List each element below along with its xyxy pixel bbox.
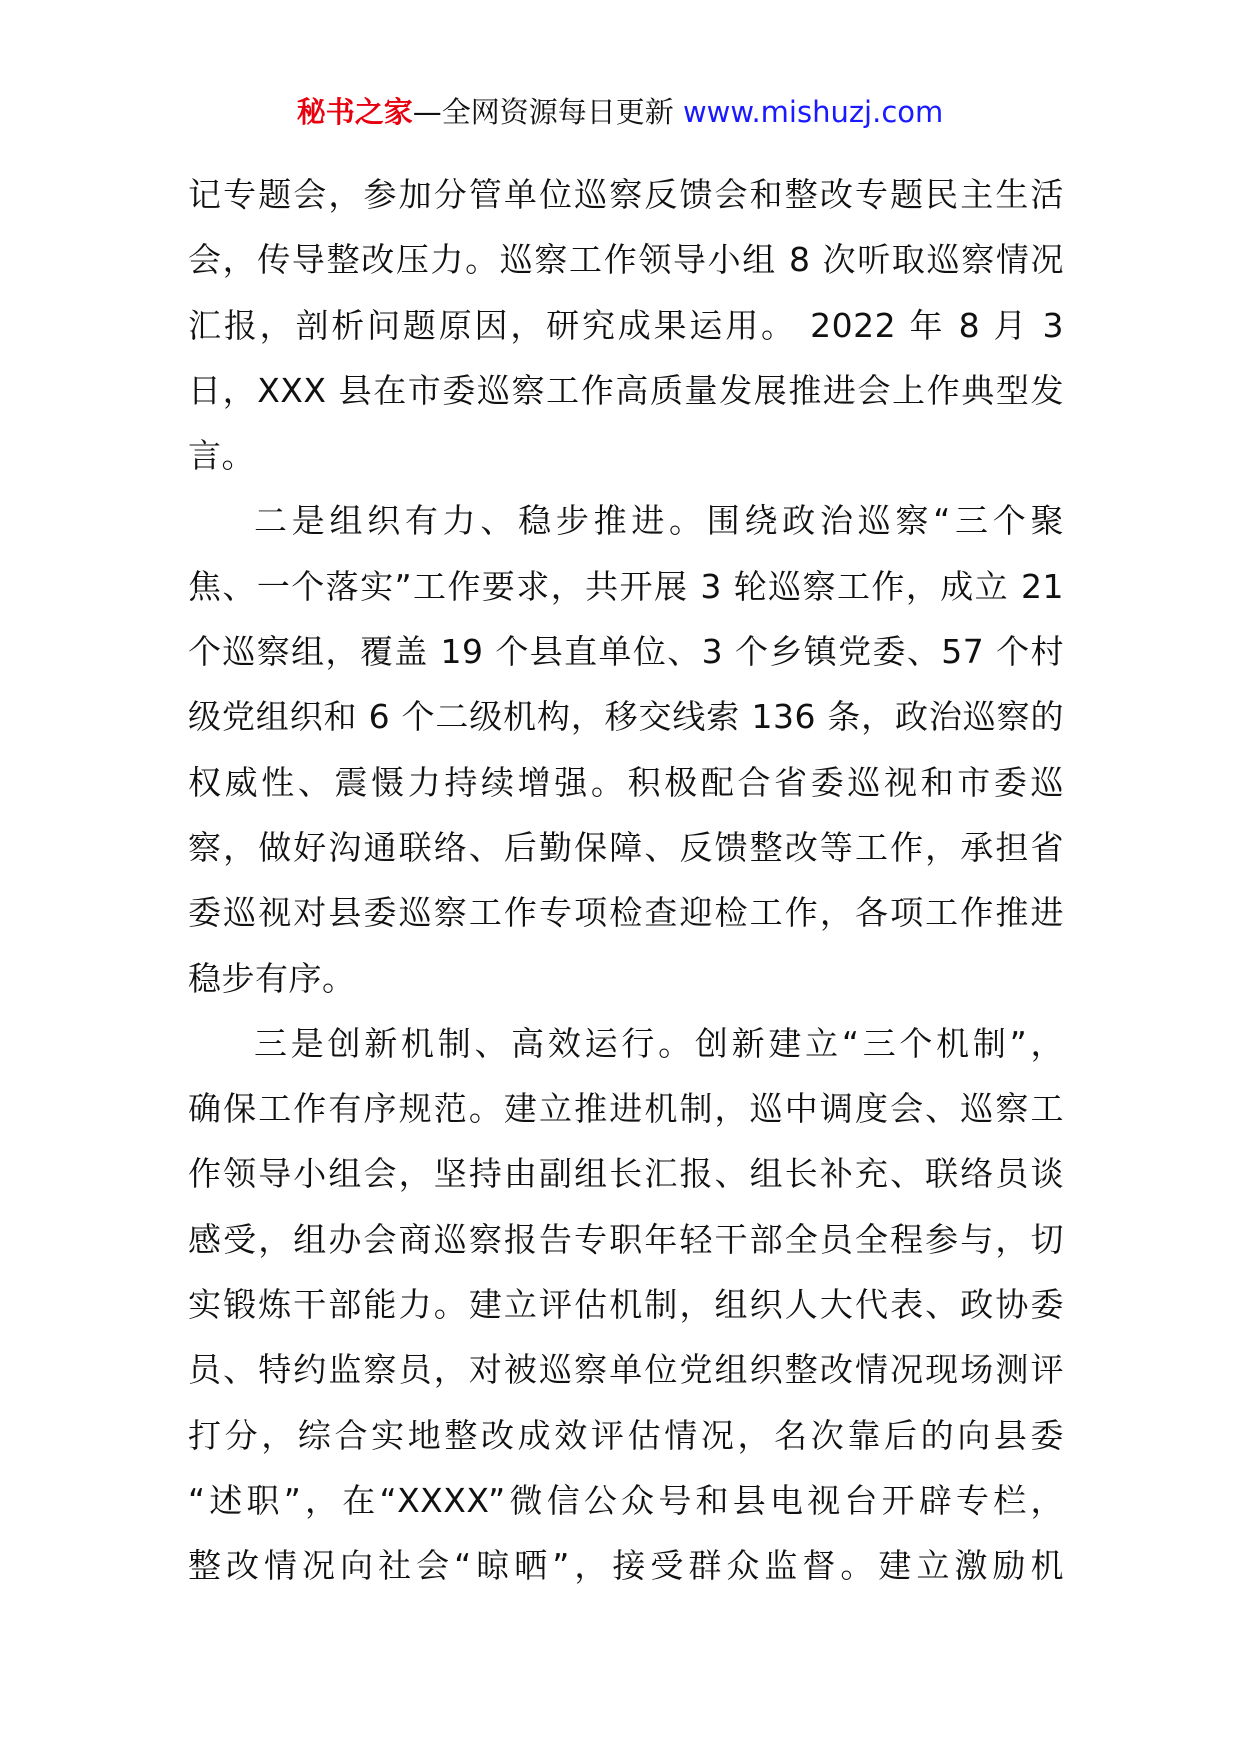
text-line: 委巡视对县委巡察工作专项检查迎检工作，各项工作推进 (188, 893, 1064, 933)
text-line: 员、特约监察员，对被巡察单位党组织整改情况现场测评 (188, 1350, 1064, 1390)
text-line: 日，XXX 县在市委巡察工作高质量发展推进会上作典型发 (188, 370, 1064, 410)
text-line: 个巡察组，覆盖 19 个县直单位、3 个乡镇党委、57 个村 (188, 632, 1064, 672)
text-line: 察，做好沟通联络、后勤保障、反馈整改等工作，承担省 (188, 827, 1064, 867)
text-line: 稳步有序。 (188, 958, 356, 998)
paragraph-start-line: 三是创新机制、高效运行。创新建立“三个机制”， (254, 1023, 1064, 1063)
banner-url[interactable]: www.mishuzj.com (682, 95, 944, 129)
text-line: 打分，综合实地整改成效评估情况，名次靠后的向县委 (188, 1415, 1064, 1455)
text-line: 感受，组办会商巡察报告专职年轻干部全员全程参与，切 (188, 1219, 1064, 1259)
banner-slogan: —全网资源每日更新 (412, 95, 683, 129)
text-line: 汇报，剖析问题原因，研究成果运用。 2022 年 8 月 3 (188, 305, 1064, 345)
text-line: 作领导小组会，坚持由副组长汇报、组长补充、联络员谈 (188, 1154, 1064, 1194)
site-banner (0, 92, 1240, 132)
document-body (188, 162, 1064, 1599)
text-line: “述职”，在“XXXX”微信公众号和县电视台开辟专栏， (188, 1480, 1064, 1520)
text-line: 整改情况向社会“晾晒”，接受群众监督。建立激励机 (188, 1546, 1064, 1586)
text-line: 焦、一个落实”工作要求，共开展 3 轮巡察工作，成立 21 (188, 566, 1064, 606)
text-line: 确保工作有序规范。建立推进机制，巡中调度会、巡察工 (188, 1089, 1064, 1129)
text-line: 言。 (188, 436, 255, 476)
text-line: 权威性、震慑力持续增强。积极配合省委巡视和市委巡 (188, 762, 1064, 802)
paragraph-start-line: 二是组织有力、稳步推进。围绕政治巡察“三个聚 (254, 501, 1064, 541)
brand-name: 秘书之家 (296, 95, 413, 129)
text-line: 级党组织和 6 个二级机构，移交线索 136 条，政治巡察的 (188, 697, 1064, 737)
text-line: 记专题会，参加分管单位巡察反馈会和整改专题民主生活 (188, 175, 1064, 214)
text-line: 会，传导整改压力。巡察工作领导小组 8 次听取巡察情况 (188, 240, 1064, 280)
text-line: 实锻炼干部能力。建立评估机制，组织人大代表、政协委 (188, 1285, 1064, 1325)
